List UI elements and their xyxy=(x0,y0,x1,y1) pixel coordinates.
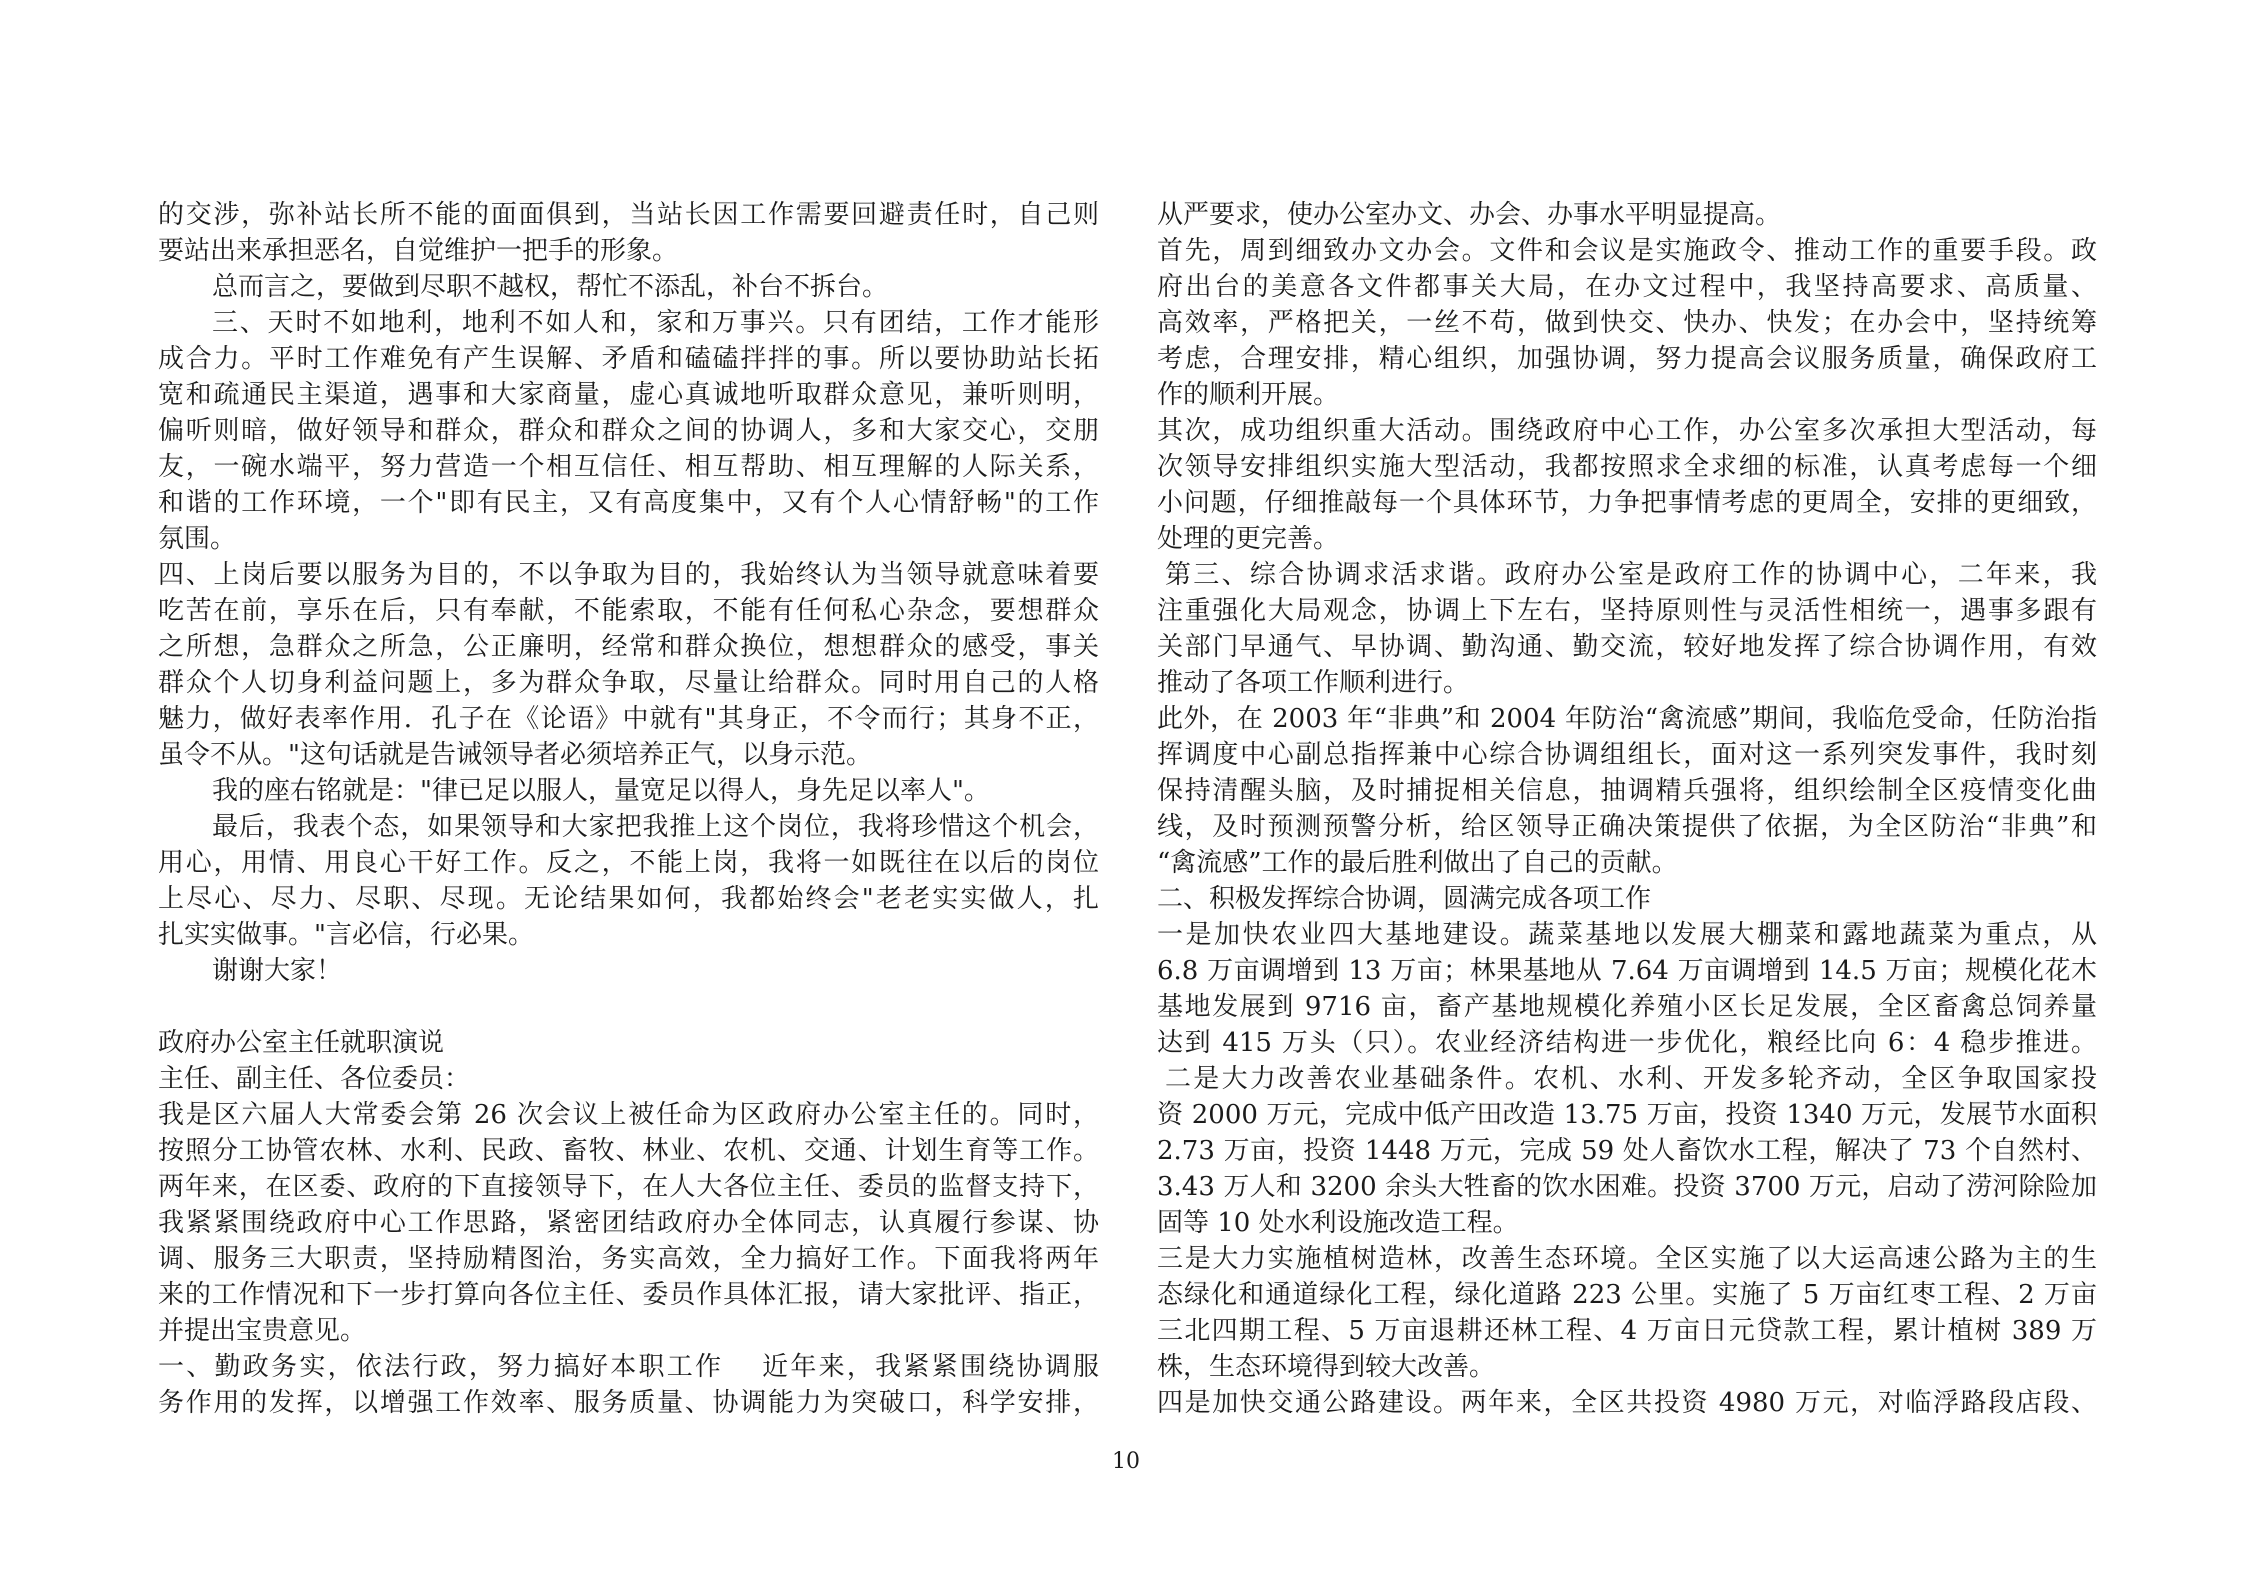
right-column-line: 态绿化和通道绿化工程，绿化道路 223 公里。实施了 5 万亩红枣工程、2 万亩 xyxy=(1157,1280,2097,1310)
right-column-line: 从严要求，使办公室办文、办会、办事水平明显提高。 xyxy=(1157,200,1782,230)
right-column-line: 6.8 万亩调增到 13 万亩；林果基地从 7.64 万亩调增到 14.5 万亩；规模化花木 xyxy=(1157,956,2097,986)
right-column-line: 处理的更完善。 xyxy=(1157,524,1340,554)
right-column-line: 第三、综合协调求活求谐。政府办公室是政府工作的协调中心，二年来，我 xyxy=(1165,560,2097,590)
right-column xyxy=(1157,197,2097,1421)
right-column-line: 挥调度中心副总指挥兼中心综合协调组组长，面对这一系列突发事件，我时刻 xyxy=(1157,740,2097,770)
left-column-line: 调、服务三大职责，坚持励精图治，务实高效，全力搞好工作。下面我将两年 xyxy=(158,1244,1099,1274)
left-column-line: 魅力，做好表率作用．孔子在《论语》中就有"其身正，不令而行；其身不正， xyxy=(158,704,1099,734)
right-column-line: 次领导安排组织实施大型活动，我都按照求全求细的标准，认真考虑每一个细 xyxy=(1157,452,2097,482)
left-column-line: 宽和疏通民主渠道，遇事和大家商量，虚心真诚地听取群众意见，兼听则明， xyxy=(158,380,1099,410)
left-column-line: 吃苦在前，享乐在后，只有奉献，不能索取，不能有任何私心杂念，要想群众 xyxy=(158,596,1099,626)
right-column-line: 考虑，合理安排，精心组织，加强协调，努力提高会议服务质量，确保政府工 xyxy=(1157,344,2097,374)
right-column-line: 一是加快农业四大基地建设。蔬菜基地以发展大棚菜和露地蔬菜为重点，从 xyxy=(1157,920,2097,950)
right-column-line: 2.73 万亩，投资 1448 万元，完成 59 处人畜饮水工程，解决了 73 个自然村、 xyxy=(1157,1136,2097,1166)
left-column-line: 一、勤政务实，依法行政，努力搞好本职工作 近年来，我紧紧围绕协调服 xyxy=(158,1352,1099,1382)
right-column-line: 高效率，严格把关，一丝不苟，做到快交、快办、快发；在办会中，坚持统筹 xyxy=(1157,308,2097,338)
left-column-line: 要站出来承担恶名，自觉维护一把手的形象。 xyxy=(158,236,679,266)
section-heading: 二、积极发挥综合协调，圆满完成各项工作 xyxy=(1157,884,1652,914)
left-column-line: 我是区六届人大常委会第 26 次会议上被任命为区政府办公室主任的。同时， xyxy=(158,1100,1099,1130)
left-column-line: 扎实实做事。"言必信，行必果。 xyxy=(158,920,534,950)
right-column-line: 推动了各项工作顺利进行。 xyxy=(1157,668,1470,698)
left-column-line: 两年来，在区委、政府的下直接领导下，在人大各位主任、委员的监督支持下， xyxy=(158,1172,1099,1202)
right-column-line: 三北四期工程、5 万亩退耕还林工程、4 万亩日元贷款工程，累计植树 389 万 xyxy=(1157,1316,2097,1346)
left-column-line: 用心，用情、用良心干好工作。反之，不能上岗，我将一如既往在以后的岗位 xyxy=(158,848,1099,878)
left-column-line: 成合力。平时工作难免有产生误解、矛盾和磕磕拌拌的事。所以要协助站长拓 xyxy=(158,344,1099,374)
right-column-line: 小问题，仔细推敲每一个具体环节，力争把事情考虑的更周全，安排的更细致， xyxy=(1157,488,2097,518)
left-column-line: 我紧紧围绕政府中心工作思路，紧密团结政府办全体同志，认真履行参谋、协 xyxy=(158,1208,1099,1238)
left-column-line: 虽令不从。"这句话就是告诫领导者必须培养正气，以身示范。 xyxy=(158,740,872,770)
left-column xyxy=(158,197,1099,1421)
left-column-line: 友，一碗水端平，努力营造一个相互信任、相互帮助、相互理解的人际关系， xyxy=(158,452,1099,482)
right-column-line: 达到 415 万头（只）。农业经济结构进一步优化，粮经比向 6：4 稳步推进。 xyxy=(1157,1028,2097,1058)
right-column-line: 此外，在 2003 年“非典”和 2004 年防治“禽流感”期间，我临危受命，任防治指 xyxy=(1157,704,2097,734)
left-column-line: 四、上岗后要以服务为目的，不以争取为目的，我始终认为当领导就意味着要 xyxy=(158,560,1099,590)
right-column-line: 固等 10 处水利设施改造工程。 xyxy=(1157,1208,1519,1238)
right-column-line: “禽流感”工作的最后胜利做出了自己的贡献。 xyxy=(1157,848,1678,878)
left-column-line: 和谐的工作环境，一个"即有民主，又有高度集中，又有个人心情舒畅"的工作 xyxy=(158,488,1099,518)
left-column-line: 来的工作情况和下一步打算向各位主任、委员作具体汇报，请大家批评、指正， xyxy=(158,1280,1099,1310)
speech-title: 政府办公室主任就职演说 xyxy=(158,1028,445,1058)
blank-line xyxy=(158,989,1099,1025)
right-column-line: 作的顺利开展。 xyxy=(1157,380,1340,410)
left-column-line: 并提出宝贵意见。 xyxy=(158,1316,367,1346)
left-column-line: 最后，我表个态，如果领导和大家把我推上这个岗位，我将珍惜这个机会， xyxy=(212,812,1099,842)
right-column-line: 保持清醒头脑，及时捕捉相关信息，抽调精兵强将，组织绘制全区疫情变化曲 xyxy=(1157,776,2097,806)
left-column-line: 我的座右铭就是："律已足以服人，量宽足以得人，身先足以率人"。 xyxy=(212,776,990,806)
right-column-line: 资 2000 万元，完成中低产田改造 13.75 万亩，投资 1340 万元，发展节水面积 xyxy=(1157,1100,2097,1130)
right-column-line: 线，及时预测预警分析，给区领导正确决策提供了依据，为全区防治“非典”和 xyxy=(1157,812,2097,842)
right-column-line: 四是加快交通公路建设。两年来，全区共投资 4980 万元，对临浮路段店段、 xyxy=(1157,1388,2097,1418)
right-column-line: 基地发展到 9716 亩，畜产基地规模化养殖小区长足发展，全区畜禽总饲养量 xyxy=(1157,992,2097,1022)
salutation: 主任、副主任、各位委员： xyxy=(158,1064,471,1094)
right-column-line: 府出台的美意各文件都事关大局，在办文过程中，我坚持高要求、高质量、 xyxy=(1157,272,2097,302)
left-column-line: 偏听则暗，做好领导和群众，群众和群众之间的协调人，多和大家交心，交朋 xyxy=(158,416,1099,446)
closing-thanks: 谢谢大家！ xyxy=(212,956,343,986)
right-column-line: 3.43 万人和 3200 余头大牲畜的饮水困难。投资 3700 万元，启动了涝河除险加 xyxy=(1157,1172,2097,1202)
right-column-line: 三是大力实施植树造林，改善生态环境。全区实施了以大运高速公路为主的生 xyxy=(1157,1244,2097,1274)
right-column-line: 注重强化大局观念，协调上下左右，坚持原则性与灵活性相统一，遇事多跟有 xyxy=(1157,596,2097,626)
left-column-line: 务作用的发挥，以增强工作效率、服务质量、协调能力为突破口，科学安排， xyxy=(158,1388,1099,1418)
left-column-line: 三、天时不如地利，地利不如人和，家和万事兴。只有团结，工作才能形 xyxy=(212,308,1099,338)
left-column-line: 氛围。 xyxy=(158,524,237,554)
left-column-line: 按照分工协管农林、水利、民政、畜牧、林业、农机、交通、计划生育等工作。 xyxy=(158,1136,1099,1166)
right-column-line: 首先，周到细致办文办会。文件和会议是实施政令、推动工作的重要手段。政 xyxy=(1157,236,2097,266)
left-column-line: 上尽心、尽力、尽职、尽现。无论结果如何，我都始终会"老老实实做人，扎 xyxy=(158,884,1099,914)
right-column-line: 关部门早通气、早协调、勤沟通、勤交流，较好地发挥了综合协调作用，有效 xyxy=(1157,632,2097,662)
left-column-line: 群众个人切身利益问题上，多为群众争取，尽量让给群众。同时用自己的人格 xyxy=(158,668,1099,698)
left-column-line: 的交涉，弥补站长所不能的面面俱到，当站长因工作需要回避责任时，自己则 xyxy=(158,200,1099,230)
right-column-line: 其次，成功组织重大活动。围绕政府中心工作，办公室多次承担大型活动，每 xyxy=(1157,416,2097,446)
left-column-line: 总而言之，要做到尽职不越权，帮忙不添乱，补台不拆台。 xyxy=(212,272,889,302)
page-number: 10 xyxy=(1112,1449,1140,1474)
right-column-line: 株，生态环境得到较大改善。 xyxy=(1157,1352,1496,1382)
right-column-line: 二是大力改善农业基础条件。农机、水利、开发多轮齐动，全区争取国家投 xyxy=(1165,1064,2097,1094)
left-column-line: 之所想，急群众之所急，公正廉明，经常和群众换位，想想群众的感受，事关 xyxy=(158,632,1099,662)
